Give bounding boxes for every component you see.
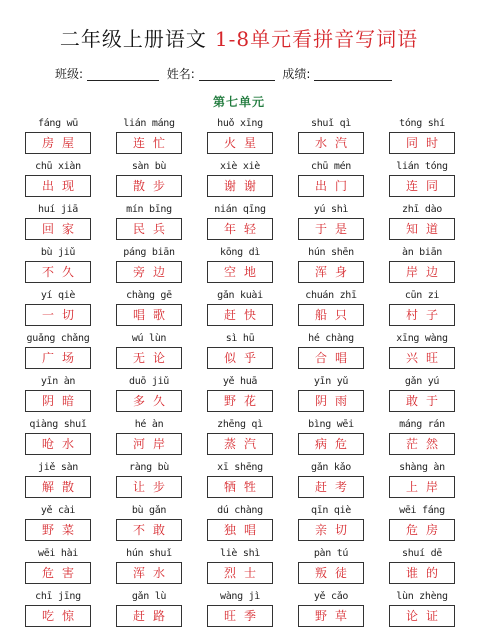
word-box: 同时	[389, 132, 455, 154]
word-box: 民兵	[116, 218, 182, 240]
word-cell	[298, 246, 364, 289]
pinyin-label: dú chàng	[217, 505, 263, 516]
word-cell	[207, 461, 273, 504]
word-row	[25, 590, 455, 633]
word-box: 茫然	[389, 433, 455, 455]
word-box: 上岸	[389, 476, 455, 498]
word-box: 赶路	[116, 605, 182, 627]
pinyin-label: nián qīng	[214, 204, 266, 215]
word-cell	[116, 461, 182, 504]
word-box: 旺季	[207, 605, 273, 627]
word-box: 连忙	[116, 132, 182, 154]
word-row	[25, 547, 455, 590]
word-box: 谁的	[389, 562, 455, 584]
word-cell	[389, 117, 455, 160]
word-box: 让步	[116, 476, 182, 498]
pinyin-label: fáng wū	[37, 118, 79, 129]
word-box: 房屋	[25, 132, 91, 154]
word-cell	[298, 461, 364, 504]
word-cell	[25, 117, 91, 160]
word-cell	[207, 117, 273, 160]
word-cell	[389, 203, 455, 246]
word-box: 唱歌	[116, 304, 182, 326]
pinyin-label: chī jīng	[35, 591, 81, 602]
word-cell	[389, 504, 455, 547]
word-cell	[298, 203, 364, 246]
word-box: 危房	[389, 519, 455, 541]
title-topic: 1-8单元看拼音写词语	[214, 27, 419, 51]
word-row	[25, 375, 455, 418]
word-row	[25, 418, 455, 461]
word-cell	[298, 332, 364, 375]
word-box: 旁边	[116, 261, 182, 283]
pinyin-label: cūn zi	[404, 290, 440, 301]
word-row	[25, 332, 455, 375]
word-cell	[25, 289, 91, 332]
pinyin-label: hé àn	[134, 419, 164, 430]
pinyin-label: xī shēng	[217, 462, 263, 473]
word-box: 呛水	[25, 433, 91, 455]
word-cell	[298, 375, 364, 418]
name-blank[interactable]	[199, 66, 275, 81]
pinyin-label: qīn qiè	[310, 505, 352, 516]
word-cell	[207, 418, 273, 461]
title-grade: 二年级上册语文	[59, 27, 207, 51]
word-box: 病危	[298, 433, 364, 455]
score-label: 成绩:	[282, 67, 311, 81]
pinyin-label: shuǐ qì	[310, 118, 352, 129]
word-box: 亲切	[298, 519, 364, 541]
pinyin-label: gǎn yú	[404, 376, 440, 387]
word-cell	[116, 547, 182, 590]
pinyin-label: yě cài	[40, 505, 76, 516]
word-box: 独唱	[207, 519, 273, 541]
word-box: 叛徒	[298, 562, 364, 584]
pinyin-label: kōng dì	[219, 247, 261, 258]
pinyin-label: zhī dào	[401, 204, 443, 215]
pinyin-label: liè shì	[219, 548, 261, 559]
word-box: 船只	[298, 304, 364, 326]
word-cell	[116, 590, 182, 633]
pinyin-label: huǒ xīng	[217, 118, 263, 129]
pinyin-label: duō jiǔ	[128, 376, 170, 387]
word-box: 解散	[25, 476, 91, 498]
word-cell	[298, 590, 364, 633]
word-box: 合唱	[298, 347, 364, 369]
word-box: 广场	[25, 347, 91, 369]
word-cell	[207, 590, 273, 633]
pinyin-label: wēi hài	[37, 548, 79, 559]
word-box: 散步	[116, 175, 182, 197]
word-row	[25, 246, 455, 289]
word-cell	[116, 160, 182, 203]
word-cell	[389, 461, 455, 504]
word-box: 出门	[298, 175, 364, 197]
unit-heading: 第七单元	[212, 95, 265, 109]
name-label: 姓名:	[166, 67, 195, 81]
word-cell	[25, 504, 91, 547]
word-cell	[389, 590, 455, 633]
word-cell	[298, 289, 364, 332]
word-cell	[116, 246, 182, 289]
pinyin-label: ràng bù	[128, 462, 170, 473]
pinyin-label: yě huā	[222, 376, 258, 387]
word-row	[25, 160, 455, 203]
word-box: 似乎	[207, 347, 273, 369]
pinyin-label: máng rán	[399, 419, 445, 430]
pinyin-label: shuí dē	[401, 548, 443, 559]
word-cell	[207, 160, 273, 203]
pinyin-label: yě cǎo	[313, 591, 349, 602]
word-cell	[207, 203, 273, 246]
word-box: 水汽	[298, 132, 364, 154]
pinyin-label: shàng àn	[399, 462, 445, 473]
pinyin-label: chuán zhī	[305, 290, 357, 301]
student-info-line	[55, 66, 392, 84]
pinyin-label: hé chàng	[308, 333, 354, 344]
word-cell	[25, 375, 91, 418]
word-box: 浑水	[116, 562, 182, 584]
pinyin-label: chū mén	[310, 161, 352, 172]
word-row	[25, 461, 455, 504]
word-cell	[207, 246, 273, 289]
word-cell	[298, 547, 364, 590]
word-cell	[116, 117, 182, 160]
pinyin-label: wàng jì	[219, 591, 261, 602]
word-cell	[25, 418, 91, 461]
word-cell	[116, 375, 182, 418]
word-box: 烈士	[207, 562, 273, 584]
pinyin-label: yīn àn	[40, 376, 76, 387]
pinyin-label: lián máng	[123, 118, 175, 129]
word-row	[25, 504, 455, 547]
word-cell	[207, 504, 273, 547]
pinyin-label: sàn bù	[131, 161, 167, 172]
word-box: 空地	[207, 261, 273, 283]
word-cell	[25, 160, 91, 203]
word-cell	[25, 332, 91, 375]
word-box: 于是	[298, 218, 364, 240]
pinyin-label: pàn tú	[313, 548, 349, 559]
pinyin-label: zhēng qì	[217, 419, 263, 430]
word-row	[25, 289, 455, 332]
word-cell	[25, 547, 91, 590]
word-box: 浑身	[298, 261, 364, 283]
word-box: 知道	[389, 218, 455, 240]
word-box: 河岸	[116, 433, 182, 455]
word-cell	[389, 547, 455, 590]
word-box: 出现	[25, 175, 91, 197]
pinyin-label: xīng wàng	[396, 333, 448, 344]
word-box: 敢于	[389, 390, 455, 412]
word-cell	[389, 289, 455, 332]
word-cell	[25, 590, 91, 633]
word-row	[25, 203, 455, 246]
word-box: 岸边	[389, 261, 455, 283]
word-cell	[389, 418, 455, 461]
word-box: 一切	[25, 304, 91, 326]
word-box: 年轻	[207, 218, 273, 240]
word-box: 危害	[25, 562, 91, 584]
word-cell	[207, 332, 273, 375]
word-box: 蒸汽	[207, 433, 273, 455]
pinyin-label: guǎng chǎng	[26, 333, 90, 344]
pinyin-label: lián tóng	[396, 161, 448, 172]
pinyin-label: bù jiǔ	[40, 247, 76, 258]
pinyin-label: chū xiàn	[35, 161, 81, 172]
word-box: 村子	[389, 304, 455, 326]
word-cell	[298, 160, 364, 203]
pinyin-label: hún shuǐ	[126, 548, 172, 559]
word-box: 吃惊	[25, 605, 91, 627]
pinyin-label: chàng gē	[126, 290, 172, 301]
pinyin-label: gǎn kuài	[217, 290, 263, 301]
pinyin-label: yí qiè	[40, 290, 76, 301]
pinyin-label: hún shēn	[308, 247, 354, 258]
pinyin-label: wēi fáng	[399, 505, 445, 516]
word-cell	[116, 504, 182, 547]
word-box: 火星	[207, 132, 273, 154]
pinyin-label: yú shì	[313, 204, 349, 215]
word-box: 无论	[116, 347, 182, 369]
word-box: 阴暗	[25, 390, 91, 412]
pinyin-label: gǎn kǎo	[310, 462, 352, 473]
pinyin-label: yīn yǔ	[313, 376, 349, 387]
pinyin-label: sì hū	[225, 333, 255, 344]
pinyin-label: mín bīng	[126, 204, 172, 215]
pinyin-label: wú lùn	[131, 333, 167, 344]
pinyin-label: jiě sàn	[37, 462, 79, 473]
word-cell	[298, 504, 364, 547]
page-title	[0, 26, 478, 52]
word-box: 连同	[389, 175, 455, 197]
word-cell	[389, 332, 455, 375]
word-box: 不久	[25, 261, 91, 283]
word-cell	[298, 418, 364, 461]
word-cell	[389, 375, 455, 418]
pinyin-label: huí jiā	[37, 204, 79, 215]
pinyin-label: tóng shí	[399, 118, 445, 129]
word-box: 牺牲	[207, 476, 273, 498]
word-box: 野花	[207, 390, 273, 412]
word-box: 谢谢	[207, 175, 273, 197]
word-cell	[207, 547, 273, 590]
word-box: 阴雨	[298, 390, 364, 412]
pinyin-label: gǎn lù	[131, 591, 167, 602]
pinyin-label: qiàng shuǐ	[29, 419, 87, 430]
class-blank[interactable]	[87, 66, 159, 81]
pinyin-label: àn biān	[401, 247, 443, 258]
word-box: 野菜	[25, 519, 91, 541]
pinyin-label: lùn zhèng	[396, 591, 448, 602]
pinyin-label: xiè xiè	[219, 161, 261, 172]
word-box: 多久	[116, 390, 182, 412]
word-cell	[25, 461, 91, 504]
word-cell	[116, 332, 182, 375]
pinyin-label: páng biān	[123, 247, 175, 258]
word-cell	[116, 289, 182, 332]
word-cell	[389, 160, 455, 203]
word-cell	[116, 418, 182, 461]
score-blank[interactable]	[314, 66, 392, 81]
word-cell	[207, 289, 273, 332]
word-grid	[25, 117, 455, 633]
word-cell	[298, 117, 364, 160]
word-box: 论证	[389, 605, 455, 627]
word-box: 赶快	[207, 304, 273, 326]
word-cell	[116, 203, 182, 246]
word-box: 兴旺	[389, 347, 455, 369]
word-cell	[207, 375, 273, 418]
word-box: 赶考	[298, 476, 364, 498]
pinyin-label: bù gǎn	[131, 505, 167, 516]
word-cell	[25, 246, 91, 289]
pinyin-label: bìng wēi	[308, 419, 354, 430]
word-cell	[25, 203, 91, 246]
class-label: 班级:	[55, 67, 84, 81]
word-box: 野草	[298, 605, 364, 627]
word-box: 不敢	[116, 519, 182, 541]
word-box: 回家	[25, 218, 91, 240]
word-cell	[389, 246, 455, 289]
word-row	[25, 117, 455, 160]
